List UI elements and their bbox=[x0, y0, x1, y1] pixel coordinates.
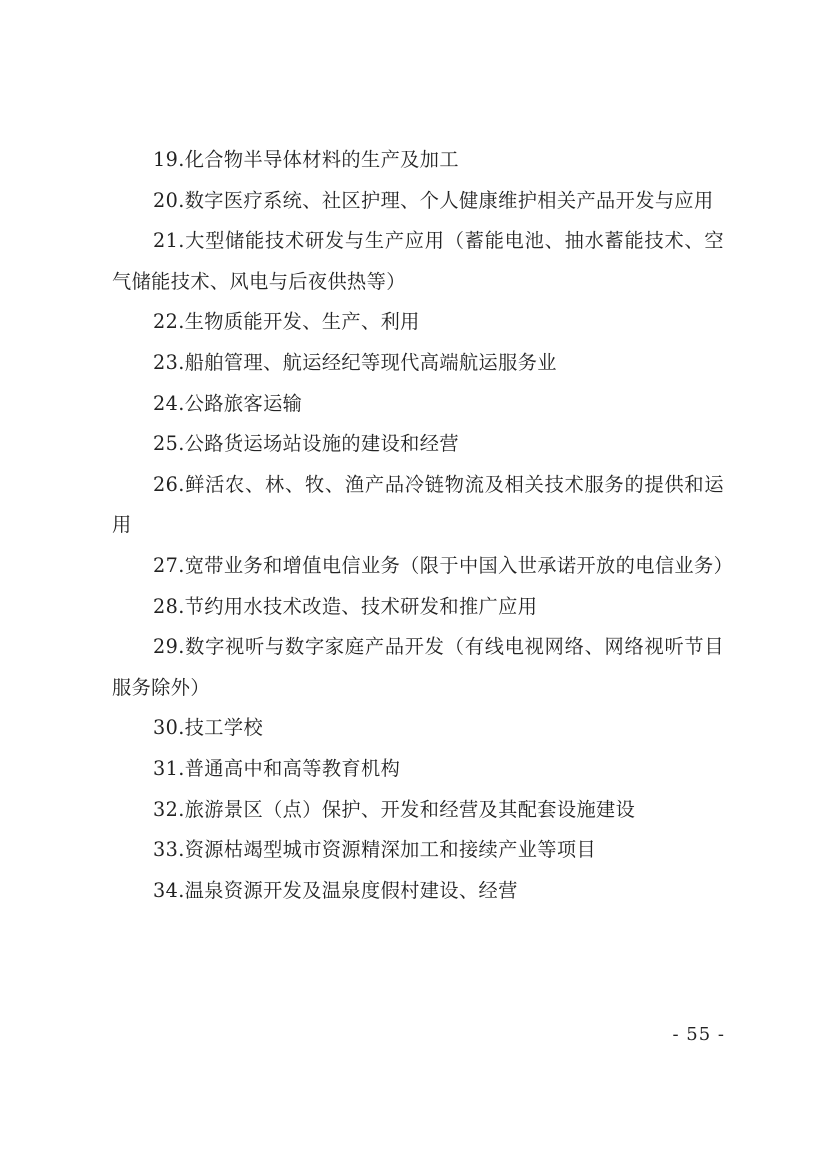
list-item-33: 33.资源枯竭型城市资源精深加工和接续产业等项目 bbox=[153, 838, 597, 862]
list-item-29: 29.数字视听与数字家庭产品开发（有线电视网络、网络视听节目服务除外） bbox=[112, 635, 724, 699]
list-item-34: 34.温泉资源开发及温泉度假村建设、经营 bbox=[153, 878, 518, 902]
list-item-23: 23.船舶管理、航运经纪等现代高端航运服务业 bbox=[153, 350, 557, 374]
list-item-24: 24.公路旅客运输 bbox=[153, 391, 303, 415]
list-item-25: 25.公路货运场站设施的建设和经营 bbox=[153, 432, 459, 456]
list-item-30: 30.技工学校 bbox=[153, 716, 264, 740]
page-number: - 55 - bbox=[672, 1024, 725, 1045]
list-item-22: 22.生物质能开发、生产、利用 bbox=[153, 310, 420, 334]
document-body bbox=[112, 140, 734, 911]
list-item-32: 32.旅游景区（点）保护、开发和经营及其配套设施建设 bbox=[153, 797, 636, 821]
list-item-21: 21.大型储能技术研发与生产应用（蓄能电池、抽水蓄能技术、空气储能技术、风电与后夜供热等） bbox=[112, 229, 724, 293]
list-item-26: 26.鲜活农、林、牧、渔产品冷链物流及相关技术服务的提供和运用 bbox=[112, 472, 724, 537]
list-item-20: 20.数字医疗系统、社区护理、个人健康维护相关产品开发与应用 bbox=[153, 188, 714, 212]
list-item-31: 31.普通高中和高等教育机构 bbox=[153, 756, 401, 780]
list-item-28: 28.节约用水技术改造、技术研发和推广应用 bbox=[153, 594, 538, 618]
list-item-27: 27.宽带业务和增值电信业务（限于中国入世承诺开放的电信业务） bbox=[153, 553, 734, 577]
list-item-19: 19.化合物半导体材料的生产及加工 bbox=[153, 148, 459, 171]
